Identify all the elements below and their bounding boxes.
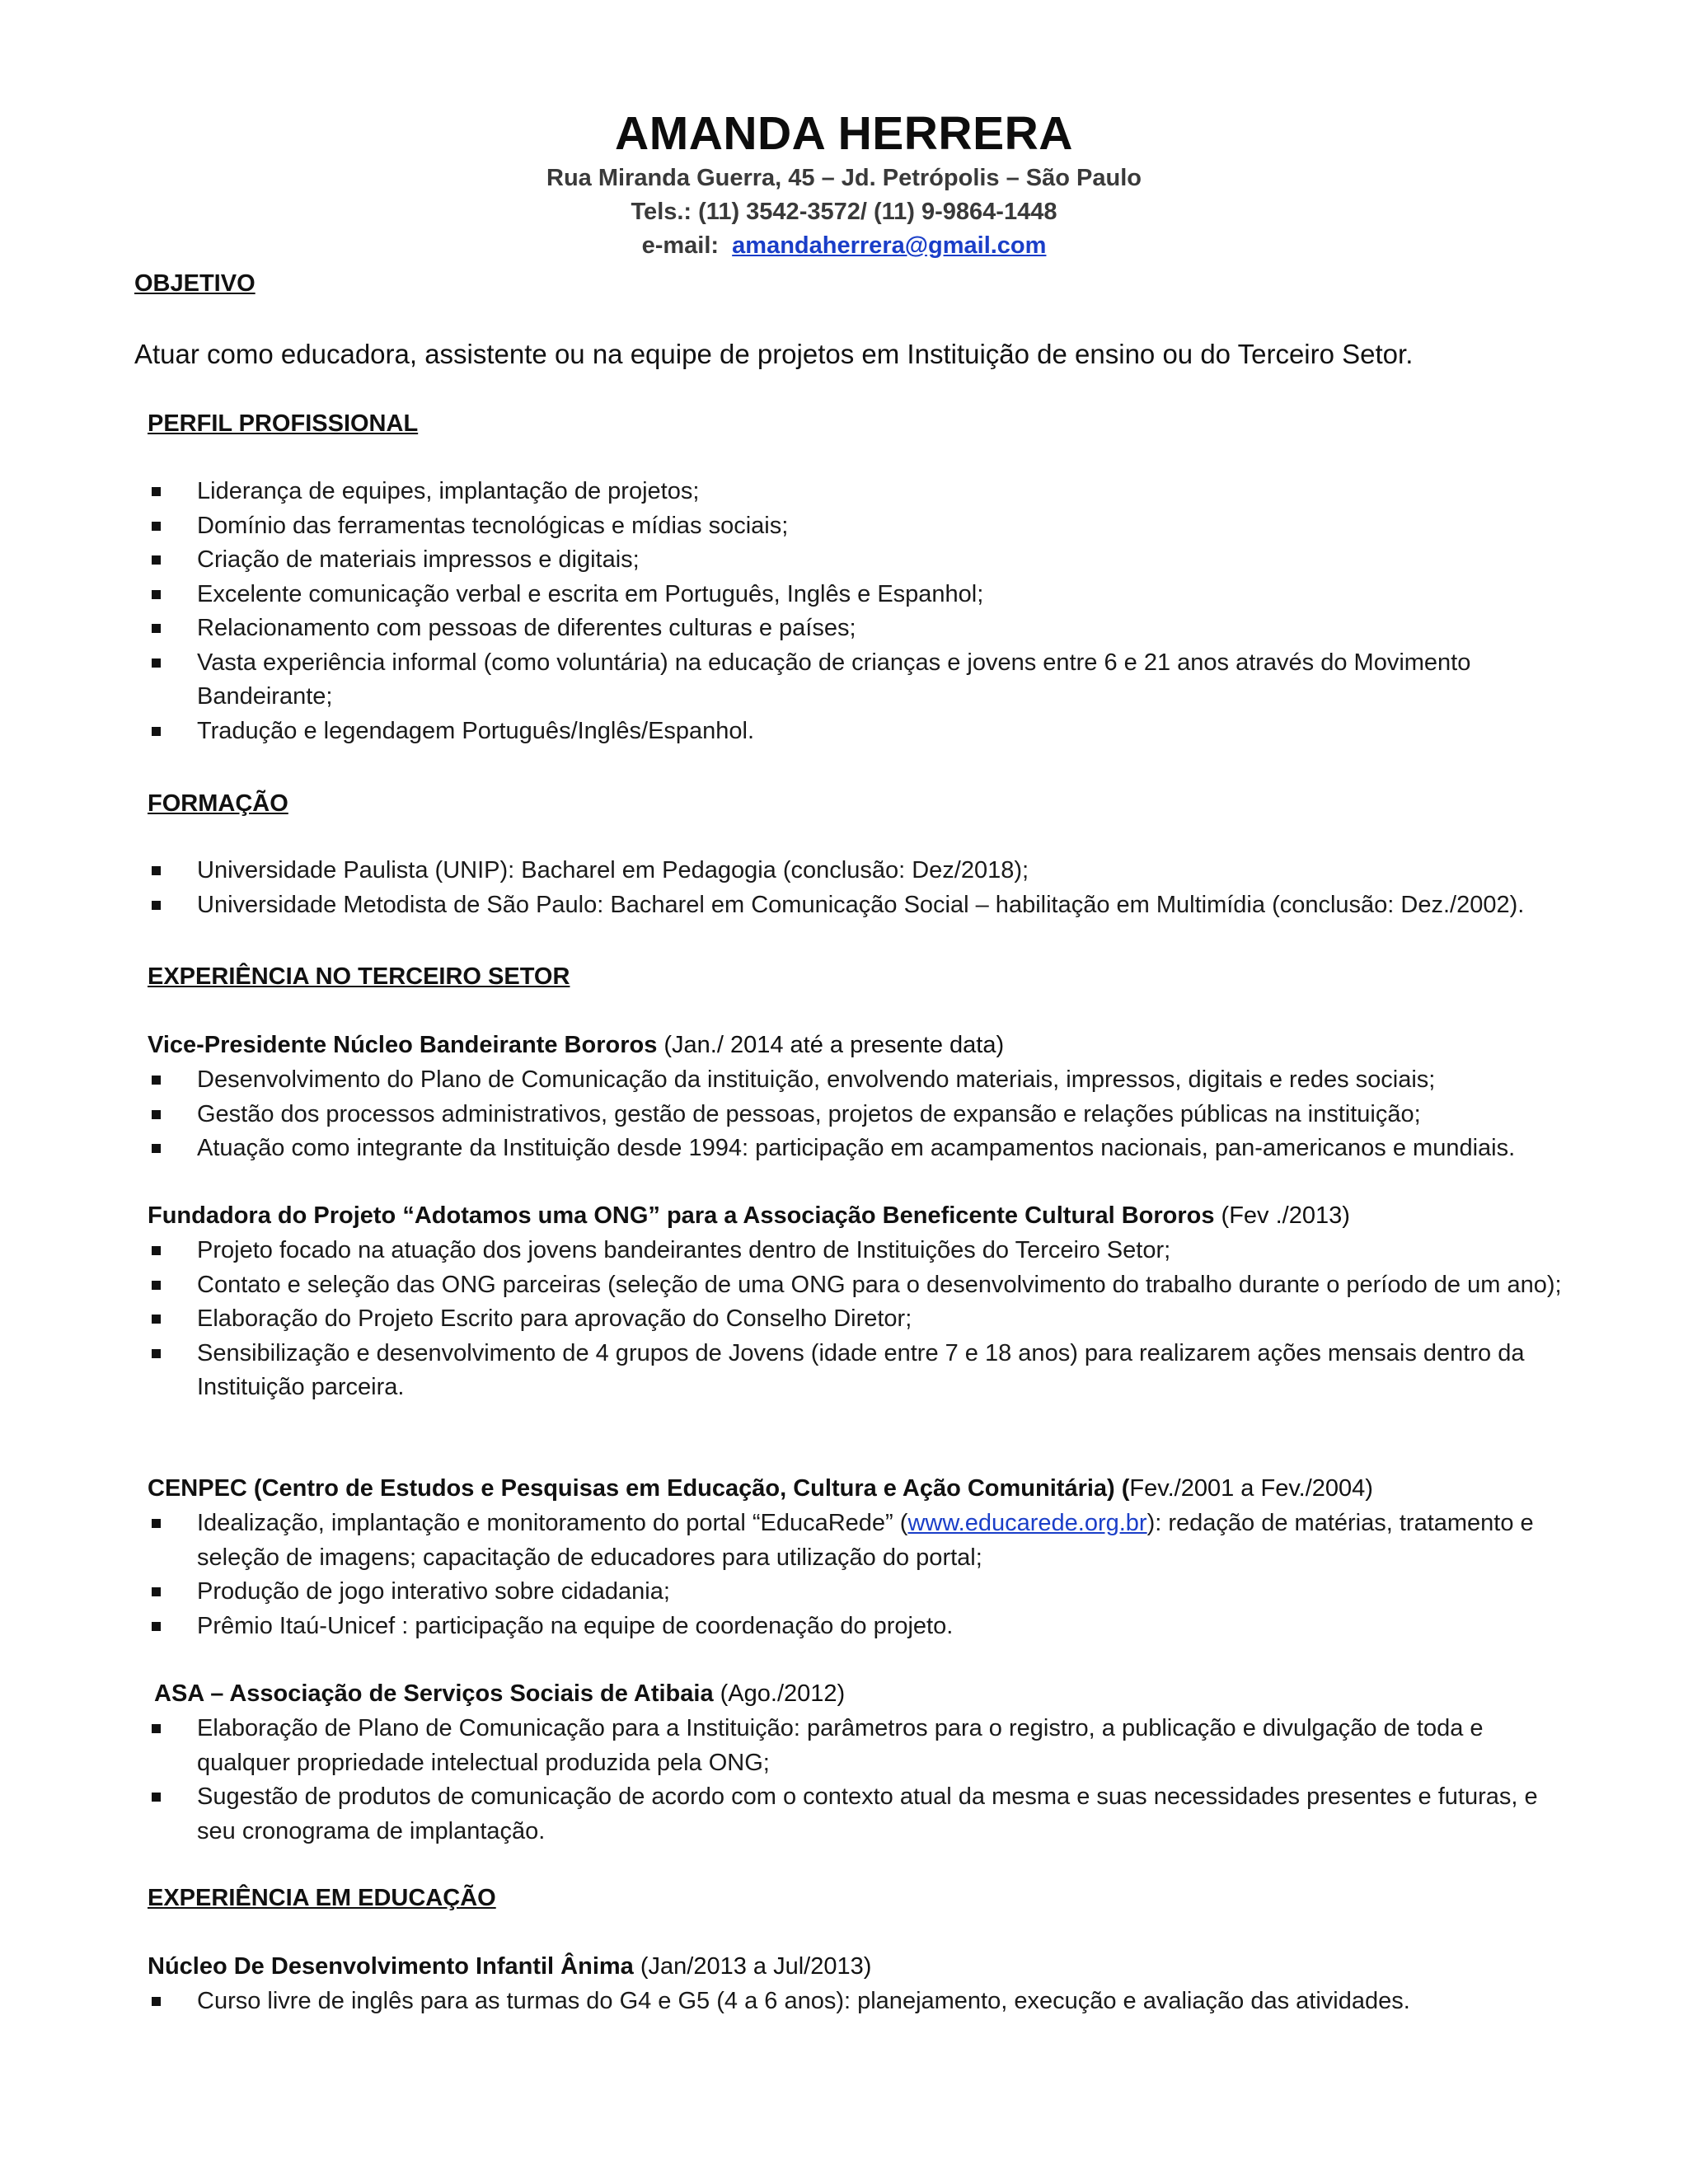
bullet-icon [152,1246,161,1255]
list-item: Projeto focado na atuação dos jovens bandeirantes dentro de Instituições do Terceiro Setor; [148,1234,1582,1268]
bullet-icon [152,555,161,565]
address: Rua Miranda Guerra, 45 – Jd. Petrópolis – São Paulo [546,165,1142,191]
phones: Tels.: (11) 3542-3572/ (11) 9-9864-1448 [631,199,1057,225]
bullet-icon [152,1349,161,1358]
bullet-icon [152,487,161,496]
list-item: Desenvolvimento do Plano de Comunicação da instituição, envolvendo materiais, impressos, digitais e redes sociais; [148,1063,1582,1098]
perfil-list [148,475,1582,748]
list-item: Domínio das ferramentas tecnológicas e mídias sociais; [148,509,1582,544]
job-list [148,1712,1582,1849]
email-line [0,229,1688,263]
formacao-heading: FORMAÇÃO [148,790,288,817]
list-item: Sensibilização e desenvolvimento de 4 grupos de Jovens (idade entre 7 e 18 anos) para realizarem ações mensais dentro da Instituição parceira. [148,1337,1582,1405]
list-item: Elaboração do Projeto Escrito para aprovação do Conselho Diretor; [148,1302,1582,1337]
objetivo-heading: OBJETIVO [134,270,256,297]
list-item: Prêmio Itaú-Unicef : participação na equipe de coordenação do projeto. [148,1610,1582,1644]
bullet-icon [152,1110,161,1119]
list-item: Contato e seleção das ONG parceiras (seleção de uma ONG para o desenvolvimento do trabalho durante o período de um ano); [148,1268,1582,1303]
bullet-icon [152,727,161,736]
bullet-icon [152,1793,161,1802]
bullet-icon [152,1076,161,1085]
terceiro-setor-heading: EXPERIÊNCIA NO TERCEIRO SETOR [148,963,570,990]
email-link[interactable]: amandaherrera@gmail.com [732,232,1047,259]
list-item: Criação de materiais impressos e digitais; [148,543,1582,578]
list-item: Atuação como integrante da Instituição desde 1994: participação em acampamentos nacionais, pan-americanos e mundiais. [148,1132,1582,1166]
list-item: Curso livre de inglês para as turmas do G4 e G5 (4 a 6 anos): planejamento, execução e avaliação das atividades. [148,1985,1582,2019]
job-list [148,1063,1582,1166]
formacao-list [148,854,1582,922]
bullet-icon [152,1997,161,2006]
list-item: Produção de jogo interativo sobre cidadania; [148,1575,1582,1610]
candidate-name: AMANDA HERRERA [615,107,1073,160]
bullet-icon [152,866,161,875]
list-item: Gestão dos processos administrativos, gestão de pessoas, projetos de expansão e relações públicas na instituição; [148,1098,1582,1132]
bullet-icon [152,1587,161,1596]
list-item: Elaboração de Plano de Comunicação para a Instituição: parâmetros para o registro, a publicação e divulgação de toda e qualquer propriedade intelectual produzida pela ONG; [148,1712,1582,1780]
objetivo-text: Atuar como educadora, assistente ou na equipe de projetos em Instituição de ensino ou do Terceiro Setor. [134,339,1414,369]
list-item: Sugestão de produtos de comunicação de acordo com o contexto atual da mesma e suas necessidades presentes e futuras, e seu cronograma de implantação. [148,1780,1582,1849]
list-item: Liderança de equipes, implantação de projetos; [148,475,1582,509]
job-title: ASA – Associação de Serviços Sociais de Atibaia (Ago./2012) [154,1680,846,1707]
bullet-icon [152,1724,161,1733]
list-item: Universidade Metodista de São Paulo: Bacharel em Comunicação Social – habilitação em Multimídia (conclusão: Dez./2002). [148,888,1582,923]
email-label: e-mail: [641,232,720,259]
perfil-heading: PERFIL PROFISSIONAL [148,410,419,437]
list-item: Relacionamento com pessoas de diferentes culturas e países; [148,612,1582,646]
bullet-icon [152,1281,161,1290]
job-title: Fundadora do Projeto “Adotamos uma ONG” para a Associação Beneficente Cultural Bororos (Fev ./2013) [148,1202,1350,1229]
list-item: Idealização, implantação e monitoramento do portal “EducaRede” (www.educarede.org.br): redação de matérias, tratamento e seleção de imagens; capacitação de educadores para utilização do portal; [148,1507,1582,1575]
job-list [148,1234,1582,1405]
educarede-link[interactable]: www.educarede.org.br [907,1510,1147,1536]
resume-header [0,105,1688,263]
job-title: CENPEC (Centro de Estudos e Pesquisas em Educação, Cultura e Ação Comunitária) (Fev./2001 a Fev./2004) [148,1475,1373,1502]
list-item: Universidade Paulista (UNIP): Bacharel em Pedagogia (conclusão: Dez/2018); [148,854,1582,888]
job-title: Vice-Presidente Núcleo Bandeirante Bororos (Jan./ 2014 até a presente data) [148,1032,1005,1058]
educacao-heading: EXPERIÊNCIA EM EDUCAÇÃO [148,1885,496,1911]
job-list [148,1985,1582,2019]
bullet-icon [152,1144,161,1153]
bullet-icon [152,590,161,599]
bullet-icon [152,1519,161,1528]
bullet-icon [152,522,161,531]
list-item: Tradução e legendagem Português/Inglês/Espanhol. [148,715,1582,749]
bullet-icon [152,1315,161,1324]
job-title: Núcleo De Desenvolvimento Infantil Ânima (Jan/2013 a Jul/2013) [148,1953,872,1980]
job-list [148,1507,1582,1643]
bullet-icon [152,658,161,668]
bullet-icon [152,1622,161,1631]
list-item: Excelente comunicação verbal e escrita em Português, Inglês e Espanhol; [148,578,1582,612]
bullet-icon [152,901,161,910]
bullet-icon [152,624,161,633]
list-item: Vasta experiência informal (como voluntária) na educação de crianças e jovens entre 6 e 21 anos através do Movimento Bandeirante; [148,646,1582,715]
